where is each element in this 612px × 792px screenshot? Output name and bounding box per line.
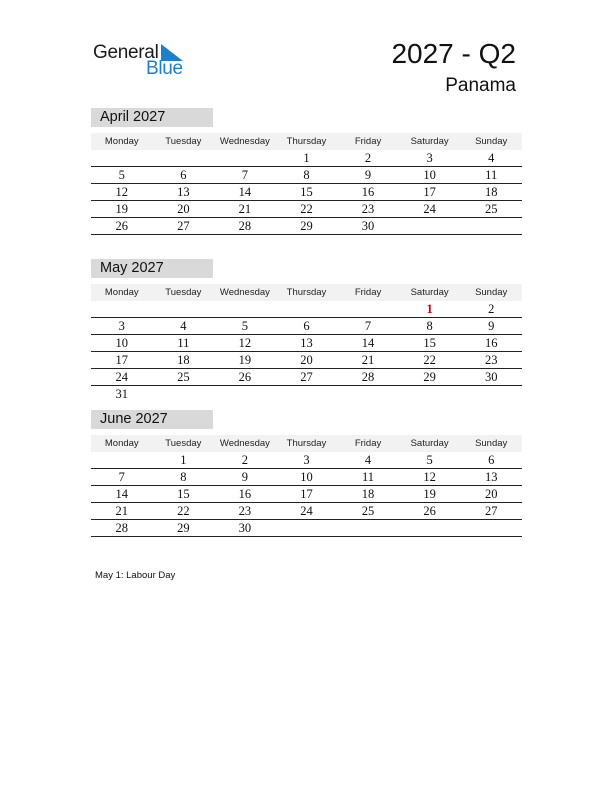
day-cell: 19 [91, 201, 153, 218]
month-april [91, 108, 522, 235]
day-cell: 18 [337, 486, 399, 503]
day-cell [153, 150, 215, 167]
day-cell: 10 [399, 167, 461, 184]
day-cell: 21 [337, 352, 399, 369]
day-cell: 17 [91, 352, 153, 369]
day-cell: 4 [460, 150, 522, 167]
day-cell: 3 [399, 150, 461, 167]
day-cell: 5 [214, 318, 276, 335]
day-cell: 7 [214, 167, 276, 184]
day-cell: 12 [91, 184, 153, 201]
week-row [91, 167, 522, 184]
day-cell: 11 [460, 167, 522, 184]
day-cell: 12 [214, 335, 276, 352]
day-cell: 15 [276, 184, 338, 201]
day-cell: 6 [276, 318, 338, 335]
day-cell [214, 150, 276, 167]
day-cell: 20 [460, 486, 522, 503]
day-cell: 24 [399, 201, 461, 218]
day-cell [337, 301, 399, 318]
day-cell: 22 [399, 352, 461, 369]
day-cell: 16 [337, 184, 399, 201]
day-cell: 23 [337, 201, 399, 218]
logo-text-blue: Blue [146, 58, 183, 79]
day-cell: 29 [399, 369, 461, 386]
day-cell: 26 [399, 503, 461, 520]
day-cell: 1 [276, 150, 338, 167]
day-cell: 27 [153, 218, 215, 235]
day-cell: 29 [276, 218, 338, 235]
day-cell: 16 [214, 486, 276, 503]
day-cell: 14 [214, 184, 276, 201]
day-cell [399, 218, 461, 235]
day-cell: 22 [276, 201, 338, 218]
day-cell: 29 [153, 520, 215, 537]
day-cell: 20 [276, 352, 338, 369]
day-cell [91, 301, 153, 318]
day-cell: 27 [276, 369, 338, 386]
day-cell: 18 [153, 352, 215, 369]
month-label: April 2027 [91, 108, 213, 127]
day-cell: 26 [91, 218, 153, 235]
calendar-table [91, 284, 522, 402]
week-row [91, 301, 522, 318]
day-cell: 21 [91, 503, 153, 520]
week-row [91, 184, 522, 201]
day-cell: 26 [214, 369, 276, 386]
week-row [91, 218, 522, 235]
day-cell: 10 [276, 469, 338, 486]
day-cell: 13 [153, 184, 215, 201]
day-cell: 19 [214, 352, 276, 369]
day-cell: 2 [460, 301, 522, 318]
week-row [91, 150, 522, 167]
day-cell: 7 [91, 469, 153, 486]
month-label: May 2027 [91, 259, 213, 278]
day-cell: 16 [460, 335, 522, 352]
weekday-header: Friday [337, 133, 399, 150]
weekday-header: Saturday [399, 133, 461, 150]
month-may [91, 259, 522, 402]
day-cell: 14 [91, 486, 153, 503]
weekday-header: Thursday [276, 284, 338, 301]
day-cell [337, 386, 399, 403]
day-cell: 5 [399, 452, 461, 469]
day-cell: 8 [153, 469, 215, 486]
weekday-header: Saturday [399, 284, 461, 301]
generalblue-logo [93, 42, 203, 82]
day-cell: 9 [337, 167, 399, 184]
weekday-header: Wednesday [214, 435, 276, 452]
day-cell [460, 520, 522, 537]
calendar-table [91, 133, 522, 235]
day-cell: 6 [460, 452, 522, 469]
day-cell [276, 386, 338, 403]
day-cell [337, 520, 399, 537]
day-cell: 3 [276, 452, 338, 469]
weekday-header: Wednesday [214, 284, 276, 301]
day-cell: 1 [153, 452, 215, 469]
day-cell: 15 [399, 335, 461, 352]
day-cell [276, 301, 338, 318]
day-cell: 9 [460, 318, 522, 335]
day-cell: 22 [153, 503, 215, 520]
weekday-header: Monday [91, 133, 153, 150]
day-cell: 5 [91, 167, 153, 184]
day-cell: 4 [337, 452, 399, 469]
day-cell [399, 386, 461, 403]
day-cell [214, 386, 276, 403]
day-cell: 30 [214, 520, 276, 537]
weekday-header: Tuesday [153, 284, 215, 301]
day-cell: 8 [399, 318, 461, 335]
month-june [91, 410, 522, 537]
day-cell: 13 [276, 335, 338, 352]
day-cell: 23 [460, 352, 522, 369]
weekday-header: Thursday [276, 133, 338, 150]
day-cell [276, 520, 338, 537]
day-cell: 25 [153, 369, 215, 386]
weekday-header: Thursday [276, 435, 338, 452]
day-cell: 15 [153, 486, 215, 503]
day-cell: 25 [337, 503, 399, 520]
day-cell: 7 [337, 318, 399, 335]
day-cell: 2 [214, 452, 276, 469]
day-cell: 3 [91, 318, 153, 335]
week-row [91, 520, 522, 537]
day-cell: 31 [115, 386, 129, 401]
holiday-note: May 1: Labour Day [95, 570, 176, 581]
day-cell: 10 [91, 335, 153, 352]
weekday-header: Saturday [399, 435, 461, 452]
weekday-header: Sunday [460, 133, 522, 150]
week-row [91, 469, 522, 486]
day-cell: 17 [276, 486, 338, 503]
day-cell: 28 [337, 369, 399, 386]
day-cell [460, 218, 522, 235]
weekday-header: Tuesday [153, 435, 215, 452]
day-cell: 19 [399, 486, 461, 503]
weekday-header: Sunday [460, 284, 522, 301]
week-row [91, 352, 522, 369]
week-row [91, 503, 522, 520]
day-cell: 28 [214, 218, 276, 235]
day-cell: 23 [214, 503, 276, 520]
country-name: Panama [445, 75, 516, 96]
day-cell: 2 [337, 150, 399, 167]
week-row [91, 335, 522, 352]
day-cell: 13 [460, 469, 522, 486]
day-cell: 8 [276, 167, 338, 184]
month-label: June 2027 [91, 410, 213, 429]
weekday-header: Friday [337, 284, 399, 301]
day-cell: 1 [399, 301, 461, 318]
day-cell: 28 [91, 520, 153, 537]
day-cell: 9 [214, 469, 276, 486]
weekday-header: Friday [337, 435, 399, 452]
weekday-header: Tuesday [153, 133, 215, 150]
day-cell: 24 [276, 503, 338, 520]
calendar-table [91, 435, 522, 537]
day-cell: 24 [91, 369, 153, 386]
week-row [91, 486, 522, 503]
page-title: 2027 - Q2 [391, 38, 516, 69]
weekday-header: Monday [91, 435, 153, 452]
day-cell [91, 150, 153, 167]
weekday-header: Sunday [460, 435, 522, 452]
day-cell: 14 [337, 335, 399, 352]
weekday-header: Wednesday [214, 133, 276, 150]
week-row [91, 386, 522, 403]
day-cell: 30 [337, 218, 399, 235]
day-cell: 18 [460, 184, 522, 201]
day-cell: 11 [153, 335, 215, 352]
week-row [91, 318, 522, 335]
day-cell: 20 [153, 201, 215, 218]
day-cell: 30 [460, 369, 522, 386]
day-cell: 25 [460, 201, 522, 218]
week-row [91, 201, 522, 218]
day-cell: 11 [337, 469, 399, 486]
day-cell: 4 [153, 318, 215, 335]
day-cell [153, 386, 215, 403]
day-cell: 21 [214, 201, 276, 218]
logo-text-general: General [93, 42, 159, 63]
day-cell [460, 386, 522, 403]
day-cell: 17 [399, 184, 461, 201]
day-cell [153, 301, 215, 318]
week-row [91, 369, 522, 386]
weekday-header: Monday [91, 284, 153, 301]
day-cell [214, 301, 276, 318]
day-cell: 27 [460, 503, 522, 520]
day-cell: 6 [153, 167, 215, 184]
day-cell: 12 [399, 469, 461, 486]
day-cell [91, 452, 153, 469]
day-cell [399, 520, 461, 537]
week-row [91, 452, 522, 469]
